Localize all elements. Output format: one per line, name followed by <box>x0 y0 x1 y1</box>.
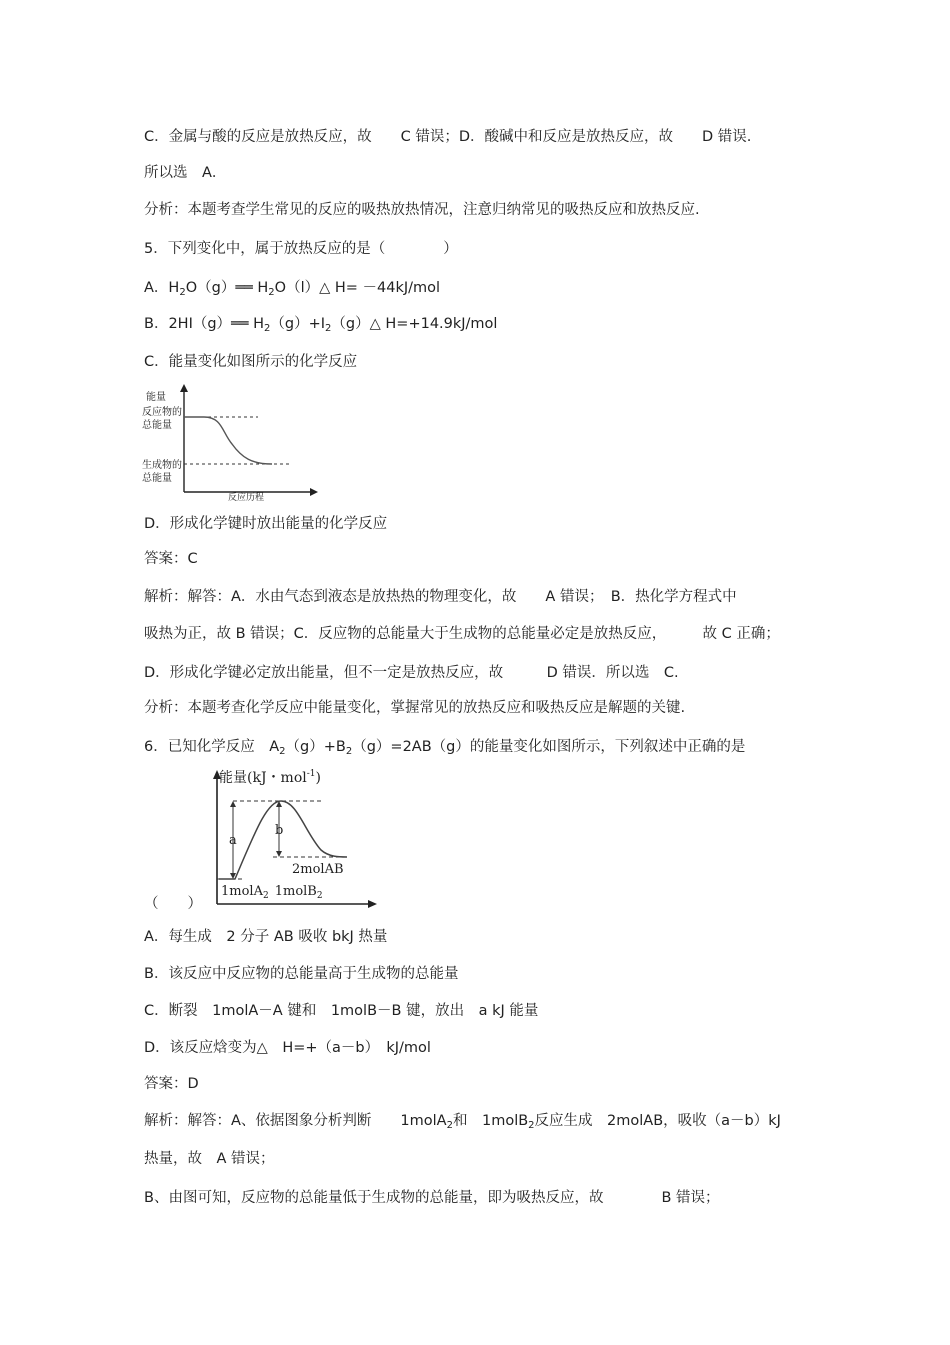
explanation-5: 解析：解答：A．水由气态到液态是放热热的物理变化，故 A 错误； B．热化学方程式中 <box>144 589 737 605</box>
option-5d: D．形成化学键时放出能量的化学反应 <box>144 516 388 532</box>
y-axis-label: 能量(kJ・mol$^{-1}$) <box>219 769 321 786</box>
question-5-stem: 5．下列变化中，属于放热反应的是（ ） <box>144 241 458 257</box>
reactant-label: 反应物的 <box>142 407 182 418</box>
product-label: 生成物的 <box>142 460 182 471</box>
option-6c: C．断裂 1molA－A 键和 1molB－B 键，放出 a kJ 能量 <box>144 1003 539 1019</box>
x-axis-arrow <box>368 900 377 908</box>
text-line: C．金属与酸的反应是放热反应，故 C 错误；D．酸碱中和反应是放热反应，故 D 错误. <box>144 129 752 145</box>
product-label: 2molAB <box>292 862 344 877</box>
energy-diagram-exothermic <box>140 382 325 502</box>
text-line: 所以选 A． <box>144 165 227 181</box>
analysis-5: 分析：本题考查化学反应中能量变化，掌握常见的放热反应和吸热反应是解题的关键. <box>144 700 686 716</box>
option-5a: A．$H_2O(g)══$ $H_2O(l)\triangle$ H= －44kJ/mol <box>144 280 441 298</box>
reactant-label: 1molA$_2$ 1molB$_2$ <box>221 884 323 901</box>
explanation-6: 解析：解答：A、依据图象分析判断 1molA$_2$和 1molB$_2$反应生成 2molAB，吸收（a－b）kJ <box>144 1113 781 1131</box>
option-5c: C．能量变化如图所示的化学反应 <box>144 354 358 370</box>
explanation-5: D．形成化学键必定放出能量，但不一定是放热反应，故 D 错误．所以选 C. <box>144 665 679 681</box>
product-label: 总能量 <box>142 473 172 484</box>
x-axis-label: 反应历程 <box>228 493 265 502</box>
option-5b: B．2HI（g）══ $H_2(g)+I_2(g)\triangle$ H=+14.9kJ/mol <box>144 316 498 334</box>
a-label: a <box>229 833 237 848</box>
question-6-stem: 6．已知化学反应 $A_2(g)+B_2(g)=2AB(g)$的能量变化如图所示，下列叙述中正确的是 <box>144 739 746 757</box>
question-6-bracket: （ ） <box>144 896 202 912</box>
option-6b: B．该反应中反应物的总能量高于生成物的总能量 <box>144 966 459 982</box>
option-6a: A．每生成 2 分子 AB 吸收 bkJ 热量 <box>144 929 388 945</box>
text-line: 分析：本题考查学生常见的反应的吸热放热情况，注意归纳常见的吸热反应和放热反应. <box>144 202 700 218</box>
y-axis-label: 能量 <box>146 392 166 403</box>
energy-curve <box>184 417 272 464</box>
explanation-6: B、由图可知，反应物的总能量低于生成物的总能量，即为吸热反应，故 B 错误； <box>144 1190 720 1206</box>
b-label: b <box>275 823 284 838</box>
x-axis-arrow <box>310 488 318 496</box>
reactant-label: 总能量 <box>142 420 172 431</box>
explanation-6: 热量，故 A 错误； <box>144 1151 275 1167</box>
explanation-5: 吸热为正，故 B 错误；C．反应物的总能量大于生成物的总能量必定是放热反应， 故 C 正确； <box>144 626 780 642</box>
answer-5: 答案：C <box>144 551 198 567</box>
option-6d: D．该反应焓变为△ H=+（a－b） kJ/mol <box>144 1040 431 1056</box>
energy-diagram-endothermic <box>205 762 385 912</box>
y-axis-arrow <box>180 384 188 392</box>
answer-6: 答案：D <box>144 1076 199 1092</box>
